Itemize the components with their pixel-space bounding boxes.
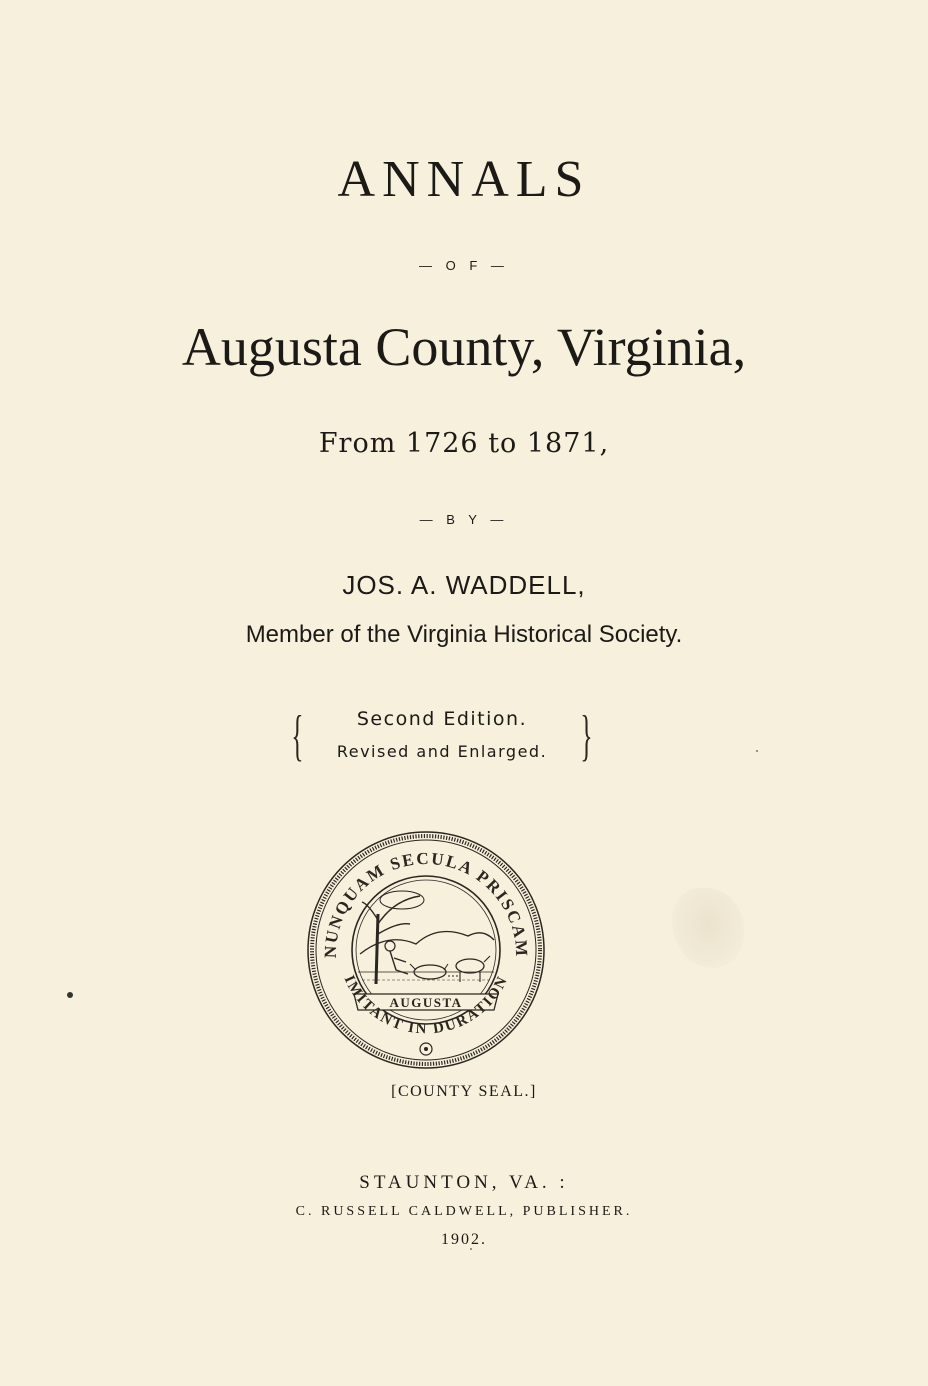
paper-speck: [470, 1248, 472, 1250]
edition-notice: [282, 704, 602, 768]
date-range: From 1726 to 1871,: [318, 428, 610, 459]
ink-speck: [67, 992, 73, 998]
author-name: JOS. A. WADDELL,: [342, 570, 586, 600]
seal-motto-bottom: IMITANT IN DURATION: [340, 972, 512, 1038]
county-seal-image: [298, 824, 552, 1072]
imprint-publisher: C. RUSSELL CALDWELL, PUBLISHER.: [295, 1204, 633, 1219]
seal-banner: AUGUSTA: [389, 995, 463, 1010]
seal-caption: [COUNTY SEAL.]: [391, 1083, 537, 1100]
seal-motto-top: NUNQUAM SECULA PRISCAM: [320, 848, 532, 959]
imprint-place: STAUNTON, VA. :: [359, 1172, 569, 1193]
edition-line-1: Second Edition.: [356, 708, 528, 730]
left-brace: {: [291, 705, 304, 767]
by-separator: — B Y —: [419, 512, 509, 527]
paper-speck: [756, 750, 758, 752]
paper-stain: [672, 888, 744, 968]
book-title: ANNALS: [337, 151, 591, 208]
right-brace: }: [580, 705, 593, 767]
imprint-year: 1902.: [441, 1231, 487, 1248]
county-title: Augusta County, Virginia,: [181, 317, 747, 377]
edition-line-2: Revised and Enlarged.: [336, 742, 548, 761]
county-seal: [298, 824, 552, 1072]
of-separator: — O F —: [419, 258, 509, 273]
author-membership: Member of the Virginia Historical Society.: [245, 621, 683, 648]
